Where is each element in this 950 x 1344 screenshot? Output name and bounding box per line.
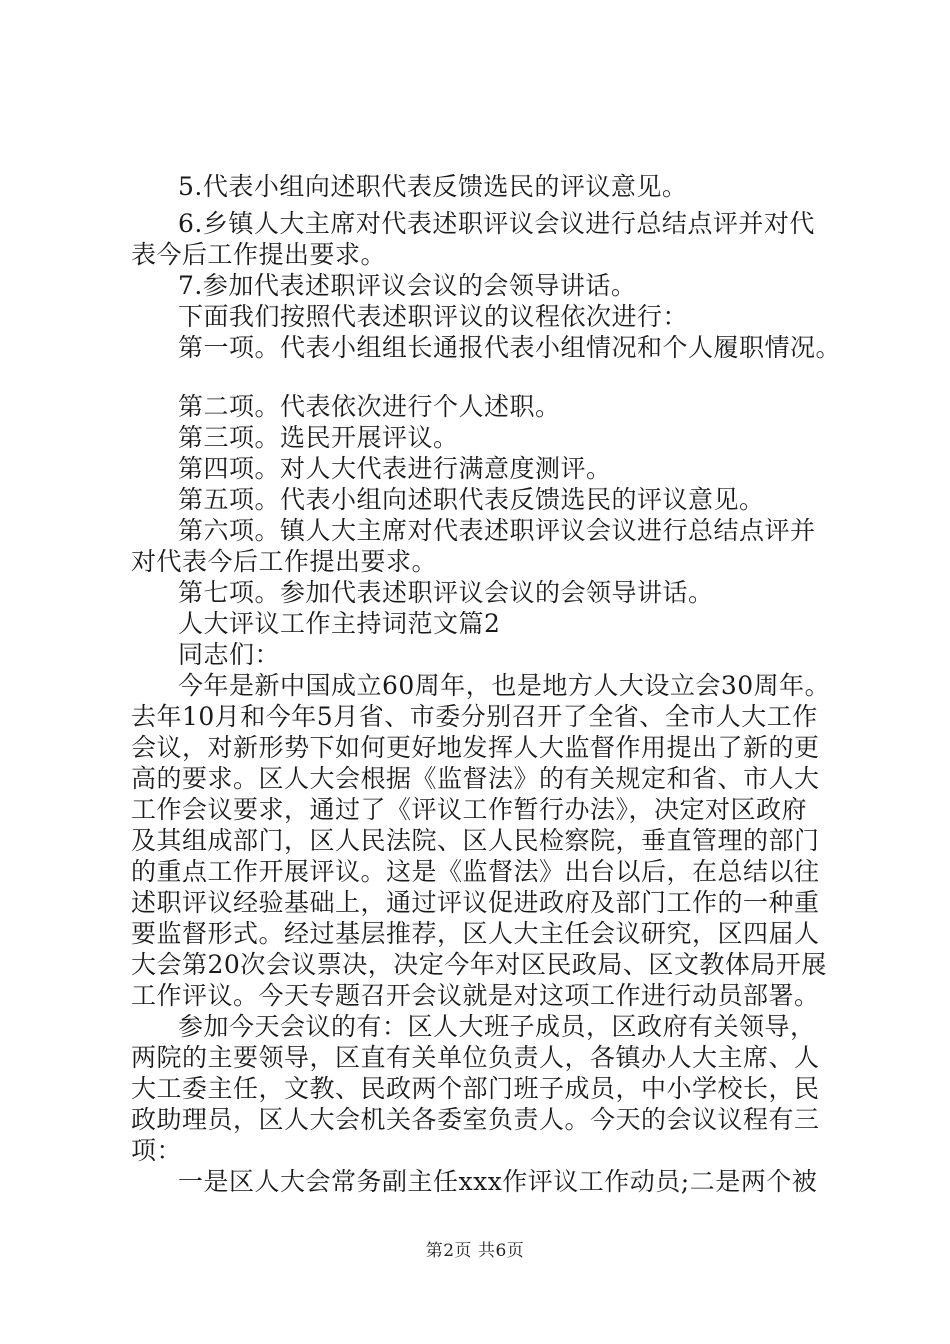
text-line: 会议，对新形势下如何更好地发挥人大监督作用提出了新的更 <box>131 733 820 762</box>
text-line: 5.代表小组向述职代表反馈选民的评议意见。 <box>178 172 688 201</box>
text-line: 及其组成部门，区人民法院、区人民检察院，垂直管理的部门 <box>131 826 820 855</box>
text-line: 6.乡镇人大主席对代表述职评议会议进行总结点评并对代 <box>178 209 815 238</box>
text-line: 两院的主要领导，区直有关单位负责人，各镇办人大主席、人 <box>131 1043 820 1072</box>
text-line: 第一项。代表小组组长通报代表小组情况和个人履职情况。 <box>178 333 842 362</box>
text-line: 第七项。参加代表述职评议会议的会领导讲话。 <box>178 578 714 607</box>
text-line: 第六项。镇人大主席对代表述职评议会议进行总结点评并 <box>178 516 816 545</box>
text-line: 大会第20次会议票决，决定今年对区民政局、区文教体局开展 <box>131 950 827 979</box>
text-line: 第四项。对人大代表进行满意度测评。 <box>178 454 612 483</box>
text-line: 高的要求。区人大会根据《监督法》的有关规定和省、市人大 <box>131 764 820 793</box>
text-line: 的重点工作开展评议。这是《监督法》出台以后，在总结以往 <box>131 857 820 886</box>
page-footer: 第2页 共6页 <box>425 1241 525 1261</box>
text-line: 第二项。代表依次进行个人述职。 <box>178 392 561 421</box>
text-line: 表今后工作提出要求。 <box>131 240 387 269</box>
text-line: 工作会议要求，通过了《评议工作暂行办法》，决定对区政府 <box>131 795 808 824</box>
text-line: 7.参加代表述职评议会议的会领导讲话。 <box>178 271 637 300</box>
text-line: 工作评议。今天专题召开会议就是对这项工作进行动员部署。 <box>131 981 820 1010</box>
text-line: 对代表今后工作提出要求。 <box>131 547 438 576</box>
text-line: 今年是新中国成立60周年，也是地方人大设立会30周年。 <box>178 671 831 700</box>
text-line: 大工委主任，文教、民政两个部门班子成员，中小学校长，民 <box>131 1074 820 1103</box>
text-line: 参加今天会议的有：区人大班子成员，区政府有关领导， <box>178 1012 816 1041</box>
text-line: 第五项。代表小组向述职代表反馈选民的评议意见。 <box>178 485 765 514</box>
section-heading: 人大评议工作主持词范文篇2 <box>178 609 501 638</box>
text-line: 项： <box>131 1136 183 1165</box>
salutation: 同志们： <box>178 640 281 669</box>
text-line: 一是区人大会常务副主任xxx作评议工作动员;二是两个被 <box>178 1167 818 1196</box>
text-line: 第三项。选民开展评议。 <box>178 423 459 452</box>
text-line: 述职评议经验基础上，通过评议促进政府及部门工作的一种重 <box>131 888 820 917</box>
text-line: 下面我们按照代表述职评议的议程依次进行： <box>178 302 689 331</box>
text-line: 去年10月和今年5月省、市委分别召开了全省、全市人大工作 <box>131 702 818 731</box>
text-line: 要监督形式。经过基层推荐，区人大主任会议研究，区四届人 <box>131 919 820 948</box>
text-line: 政助理员，区人大会机关各委室负责人。今天的会议议程有三 <box>131 1105 820 1134</box>
